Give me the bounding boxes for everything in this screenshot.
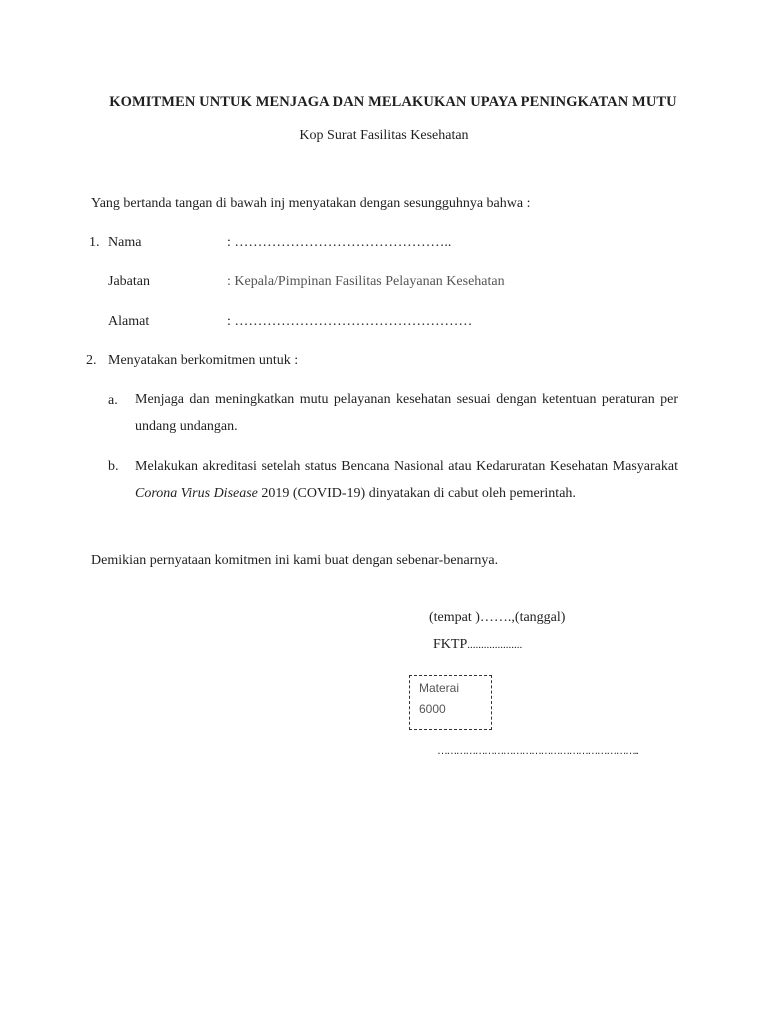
closing-text: Demikian pernyataan komitmen ini kami buat dengan sebenar-benarnya. [91, 553, 499, 568]
document-title: KOMITMEN UNTUK MENJAGA DAN MELAKUKAN UPAYA PENINGKATAN MUTU [109, 94, 677, 110]
field-label-jabatan: Jabatan [108, 274, 150, 289]
item-2b-text [135, 454, 678, 507]
item-2b-text-before: Melakukan akreditasi setelah status Bencana Nasional atau Kedaruratan Kesehatan Masyarakat [135, 459, 678, 474]
item-2-text: Menyatakan berkomitmen untuk : [108, 353, 299, 368]
intro-text: Yang bertanda tangan di bawah inj menyatakan dengan sesungguhnya bahwa : [91, 196, 531, 211]
letterhead-placeholder: Kop Surat Fasilitas Kesehatan [299, 128, 469, 143]
fktp-dots: .................... [467, 639, 523, 651]
field-value-nama: : ……………………………………….. [227, 235, 452, 250]
fktp-label [433, 637, 522, 653]
stamp-label: Materai [419, 681, 460, 695]
item-2b-marker: b. [108, 459, 119, 474]
item-2a-marker: a. [108, 393, 118, 408]
field-value-alamat: : …………………………………………… [227, 314, 473, 329]
field-label-nama: Nama [108, 235, 142, 250]
place-date: (tempat )…….,(tanggal) [429, 610, 566, 625]
fktp-text: FKTP [433, 637, 468, 652]
signature-line: ……………………………………………………….. [437, 745, 638, 757]
field-value-jabatan: : Kepala/Pimpinan Fasilitas Pelayanan Kesehatan [227, 274, 505, 289]
stamp-value: 6000 [419, 702, 446, 716]
item-2-number: 2. [86, 353, 97, 368]
field-label-alamat: Alamat [108, 314, 150, 329]
item-2b-text-after: 2019 (COVID-19) dinyatakan di cabut oleh pemerintah. [261, 485, 576, 501]
stamp-box [409, 675, 492, 730]
item-2a-text: Menjaga dan meningkatkan mutu pelayanan kesehatan sesuai dengan ketentuan peraturan per undang undangan. [135, 392, 678, 434]
item-1-number: 1. [89, 235, 100, 250]
item-2b-text-italic: Corona Virus Disease [135, 485, 258, 501]
